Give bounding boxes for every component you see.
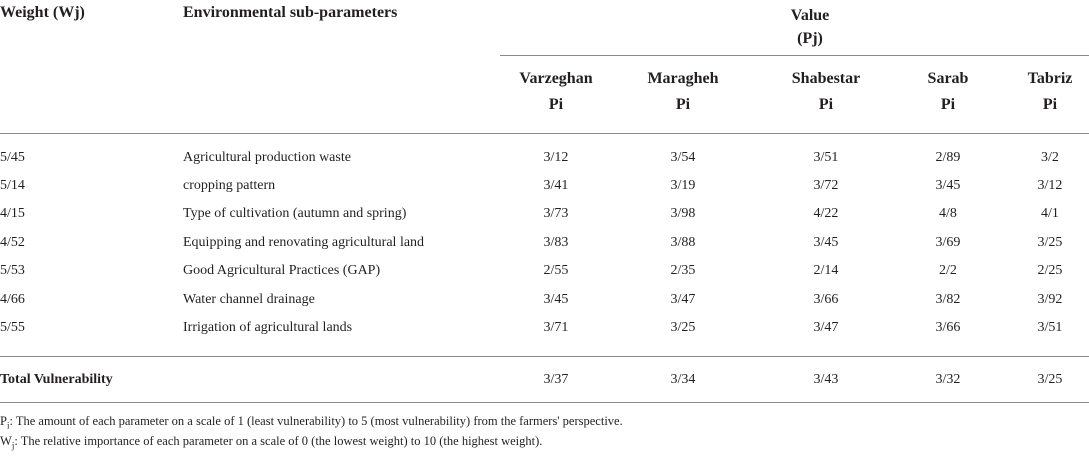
footnote-p-subscript: i <box>6 420 10 431</box>
region-header-varzeghan <box>500 66 612 118</box>
region-name: Varzeghan <box>519 70 593 87</box>
footnote-w-symbol: W <box>0 434 12 448</box>
value-cell: 3/51 <box>1037 320 1063 335</box>
weight-cell: 5/14 <box>0 178 25 193</box>
value-cell: 3/47 <box>670 292 696 307</box>
param-cell: Equipping and renovating agricultural land <box>183 235 425 250</box>
value-cell: 3/83 <box>543 235 569 250</box>
footnote-p-symbol: P <box>0 414 7 428</box>
value-cell: 3/41 <box>543 178 569 193</box>
value-header-rule <box>500 55 1089 56</box>
footnote-w <box>0 434 542 451</box>
region-name: Tabriz <box>1027 70 1073 87</box>
value-header <box>720 4 900 50</box>
region-header-shabestar <box>766 66 886 118</box>
region-unit: Pi <box>548 96 564 113</box>
region-header-maragheh <box>627 66 739 118</box>
subparams-header: Environmental sub-parameters <box>183 4 398 21</box>
footnote-p-text: : The amount of each parameter on a scale of 1 (least vulnerability) to 5 (most vulnerability) from the farmers' perspective. <box>9 414 623 428</box>
value-cell: 4/22 <box>813 206 839 221</box>
value-cell: 2/25 <box>1037 263 1063 278</box>
total-top-rule <box>0 356 1089 357</box>
value-cell: 3/73 <box>543 206 569 221</box>
weight-cell: 5/55 <box>0 320 25 335</box>
footnote-w-text: : The relative importance of each parameter on a scale of 0 (the lowest weight) to 10 (the highest weight). <box>14 434 543 448</box>
table-bottom-rule <box>0 402 1089 403</box>
param-cell: Water channel drainage <box>183 292 315 307</box>
value-cell: 3/69 <box>935 235 961 250</box>
weight-cell: 5/45 <box>0 150 25 165</box>
region-name: Shabestar <box>791 70 861 87</box>
value-cell: 3/45 <box>813 235 839 250</box>
total-value-cell: 3/25 <box>1037 372 1063 387</box>
weight-cell: 5/53 <box>0 263 25 278</box>
value-cell: 3/47 <box>813 320 839 335</box>
param-cell: Good Agricultural Practices (GAP) <box>183 263 381 278</box>
param-cell: Irrigation of agricultural lands <box>183 320 353 335</box>
region-unit: Pi <box>818 96 834 113</box>
value-cell: 3/98 <box>670 206 696 221</box>
footnote-p <box>0 414 623 431</box>
value-header-line1: Value <box>790 7 830 24</box>
value-cell: 3/2 <box>1041 150 1059 165</box>
total-value-cell: 3/34 <box>670 372 696 387</box>
weight-header: Weight (Wj) <box>0 4 85 21</box>
total-value-cell: 3/37 <box>543 372 569 387</box>
value-cell: 3/54 <box>670 150 696 165</box>
value-cell: 3/12 <box>543 150 569 165</box>
value-cell: 3/82 <box>935 292 961 307</box>
value-cell: 3/25 <box>670 320 696 335</box>
region-unit: Pi <box>940 96 956 113</box>
value-cell: 3/12 <box>1037 178 1063 193</box>
weight-cell: 4/66 <box>0 292 25 307</box>
weight-cell: 4/52 <box>0 235 25 250</box>
value-cell: 3/45 <box>935 178 961 193</box>
value-cell: 4/8 <box>939 206 957 221</box>
weight-cell: 4/15 <box>0 206 25 221</box>
param-cell: Type of cultivation (autumn and spring) <box>183 206 407 221</box>
value-cell: 2/35 <box>670 263 696 278</box>
value-cell: 2/89 <box>935 150 961 165</box>
value-cell: 3/66 <box>935 320 961 335</box>
value-cell: 3/72 <box>813 178 839 193</box>
total-value-cell: 3/32 <box>935 372 961 387</box>
region-header-tabriz <box>1010 66 1089 118</box>
region-unit: Pi <box>675 96 691 113</box>
value-cell: 3/71 <box>543 320 569 335</box>
total-label: Total Vulnerability <box>0 372 113 387</box>
region-name: Sarab <box>927 70 969 87</box>
region-unit: Pi <box>1042 96 1058 113</box>
value-cell: 2/14 <box>813 263 839 278</box>
value-cell: 2/2 <box>939 263 957 278</box>
value-cell: 3/88 <box>670 235 696 250</box>
value-header-line2: (Pj) <box>797 30 823 47</box>
value-cell: 3/92 <box>1037 292 1063 307</box>
value-cell: 2/55 <box>543 263 569 278</box>
param-cell: cropping pattern <box>183 178 276 193</box>
region-name: Maragheh <box>647 70 719 87</box>
value-cell: 3/25 <box>1037 235 1063 250</box>
region-header-sarab <box>903 66 993 118</box>
footnote-w-subscript: j <box>11 440 15 451</box>
param-cell: Agricultural production waste <box>183 150 351 165</box>
total-value-cell: 3/43 <box>813 372 839 387</box>
value-cell: 3/51 <box>813 150 839 165</box>
value-cell: 3/66 <box>813 292 839 307</box>
value-cell: 4/1 <box>1041 206 1059 221</box>
header-bottom-rule <box>0 133 1089 134</box>
value-cell: 3/45 <box>543 292 569 307</box>
value-cell: 3/19 <box>670 178 696 193</box>
